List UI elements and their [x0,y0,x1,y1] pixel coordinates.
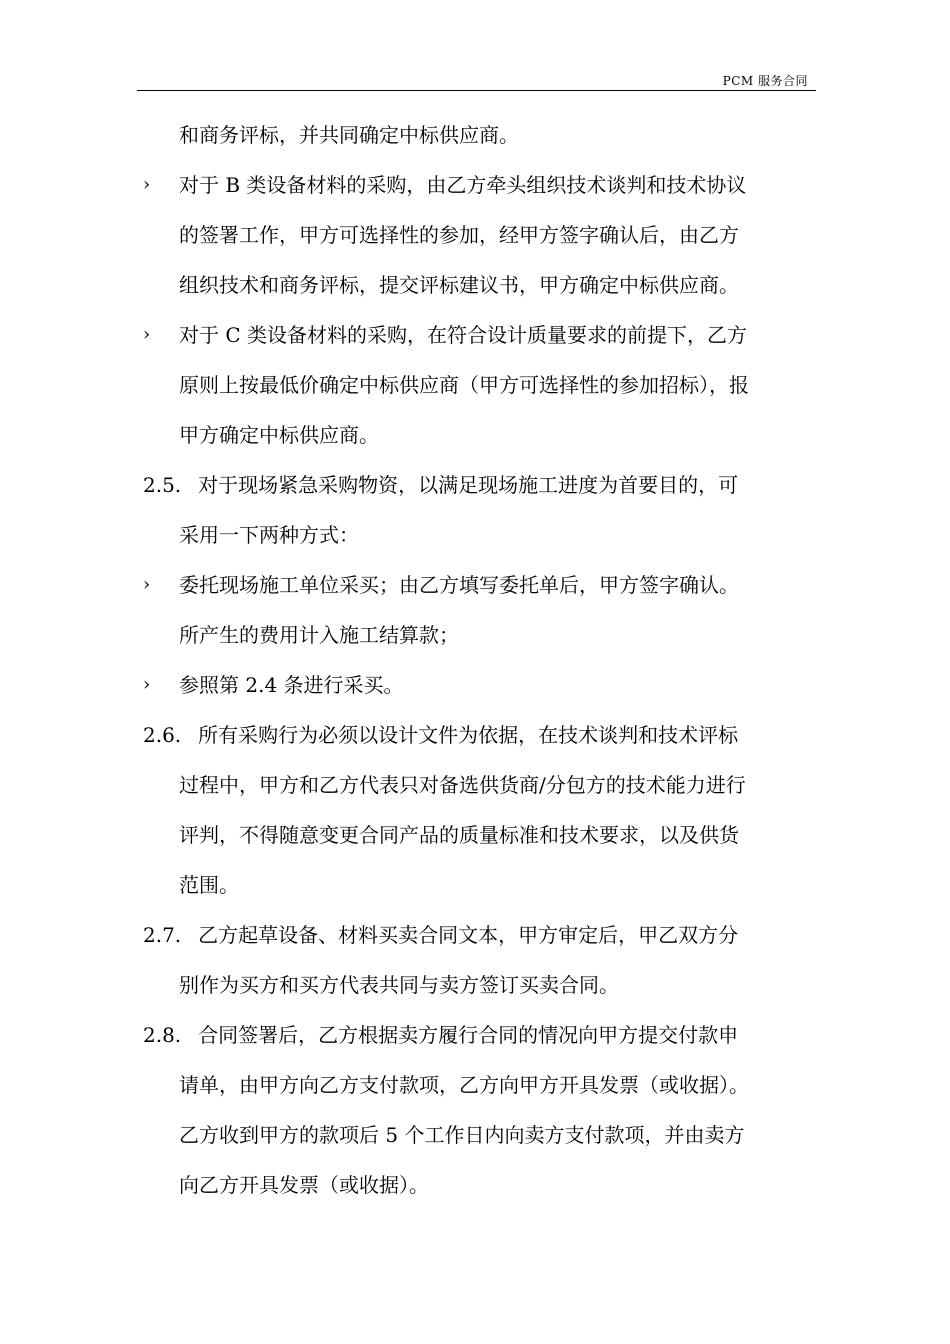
header-rule [137,90,816,91]
text-line [143,1060,813,1110]
text-line [143,210,813,260]
bullet-marker: › [143,674,151,695]
text-line [143,860,813,910]
line-text: 原则上按最低价确定中标供应商（甲方可选择性的参加招标），报 [179,373,749,397]
document-body [143,110,813,1210]
line-text: 所有采购行为必须以设计文件为依据，在技术谈判和技术评标 [179,723,739,747]
line-text: 的签署工作，甲方可选择性的参加，经甲方签字确认后，由乙方 [179,223,739,247]
text-line [143,910,813,960]
text-line [143,410,813,460]
text-line [143,960,813,1010]
line-text: 向乙方开具发票（或收据）。 [179,1173,429,1197]
line-text: 委托现场施工单位采买；由乙方填写委托单后，甲方签字确认。 [179,573,739,597]
text-line [143,160,813,210]
bullet-marker: › [143,174,151,195]
line-text: 甲方确定中标供应商。 [179,423,379,447]
text-line [143,660,813,710]
text-line [143,1010,813,1060]
text-line [143,310,813,360]
line-text: 合同签署后，乙方根据卖方履行合同的情况向甲方提交付款申 [179,1023,739,1047]
text-line [143,460,813,510]
line-text: 采用一下两种方式： [179,523,359,547]
text-line [143,1160,813,1210]
line-text: 乙方收到甲方的款项后 5 个工作日内向卖方支付款项，并由卖方 [179,1123,745,1147]
text-line [143,110,813,160]
line-text: 乙方起草设备、材料买卖合同文本，甲方审定后，甲乙双方分 [179,923,739,947]
line-text: 所产生的费用计入施工结算款； [179,623,459,647]
line-text: 范围。 [179,873,239,897]
line-text: 和商务评标，并共同确定中标供应商。 [179,123,519,147]
line-text: 评判，不得随意变更合同产品的质量标准和技术要求，以及供货 [179,823,739,847]
bullet-marker: › [143,574,151,595]
line-text: 别作为买方和买方代表共同与卖方签订买卖合同。 [179,973,619,997]
text-line [143,810,813,860]
clause-number: 2.8. [143,1023,182,1047]
line-text: 对于现场紧急采购物资，以满足现场施工进度为首要目的，可 [179,473,739,497]
clause-number: 2.6. [143,723,182,747]
line-text: 对于 C 类设备材料的采购，在符合设计质量要求的前提下，乙方 [179,323,748,347]
line-text: 组织技术和商务评标，提交评标建议书，甲方确定中标供应商。 [179,273,739,297]
line-text: 对于 B 类设备材料的采购，由乙方牵头组织技术谈判和技术协议 [179,173,747,197]
text-line [143,260,813,310]
clause-number: 2.5. [143,473,182,497]
clause-number: 2.7. [143,923,182,947]
text-line [143,710,813,760]
text-line [143,610,813,660]
text-line [143,360,813,410]
text-line [143,560,813,610]
text-line [143,510,813,560]
line-text: 参照第 2.4 条进行采买。 [179,673,404,697]
bullet-marker: › [143,324,151,345]
line-text: 过程中，甲方和乙方代表只对备选供货商/分包方的技术能力进行 [179,773,746,797]
header-title: PCM 服务合同 [722,74,808,88]
text-line [143,1110,813,1160]
text-line [143,760,813,810]
line-text: 请单，由甲方向乙方支付款项，乙方向甲方开具发票（或收据）。 [179,1073,749,1097]
